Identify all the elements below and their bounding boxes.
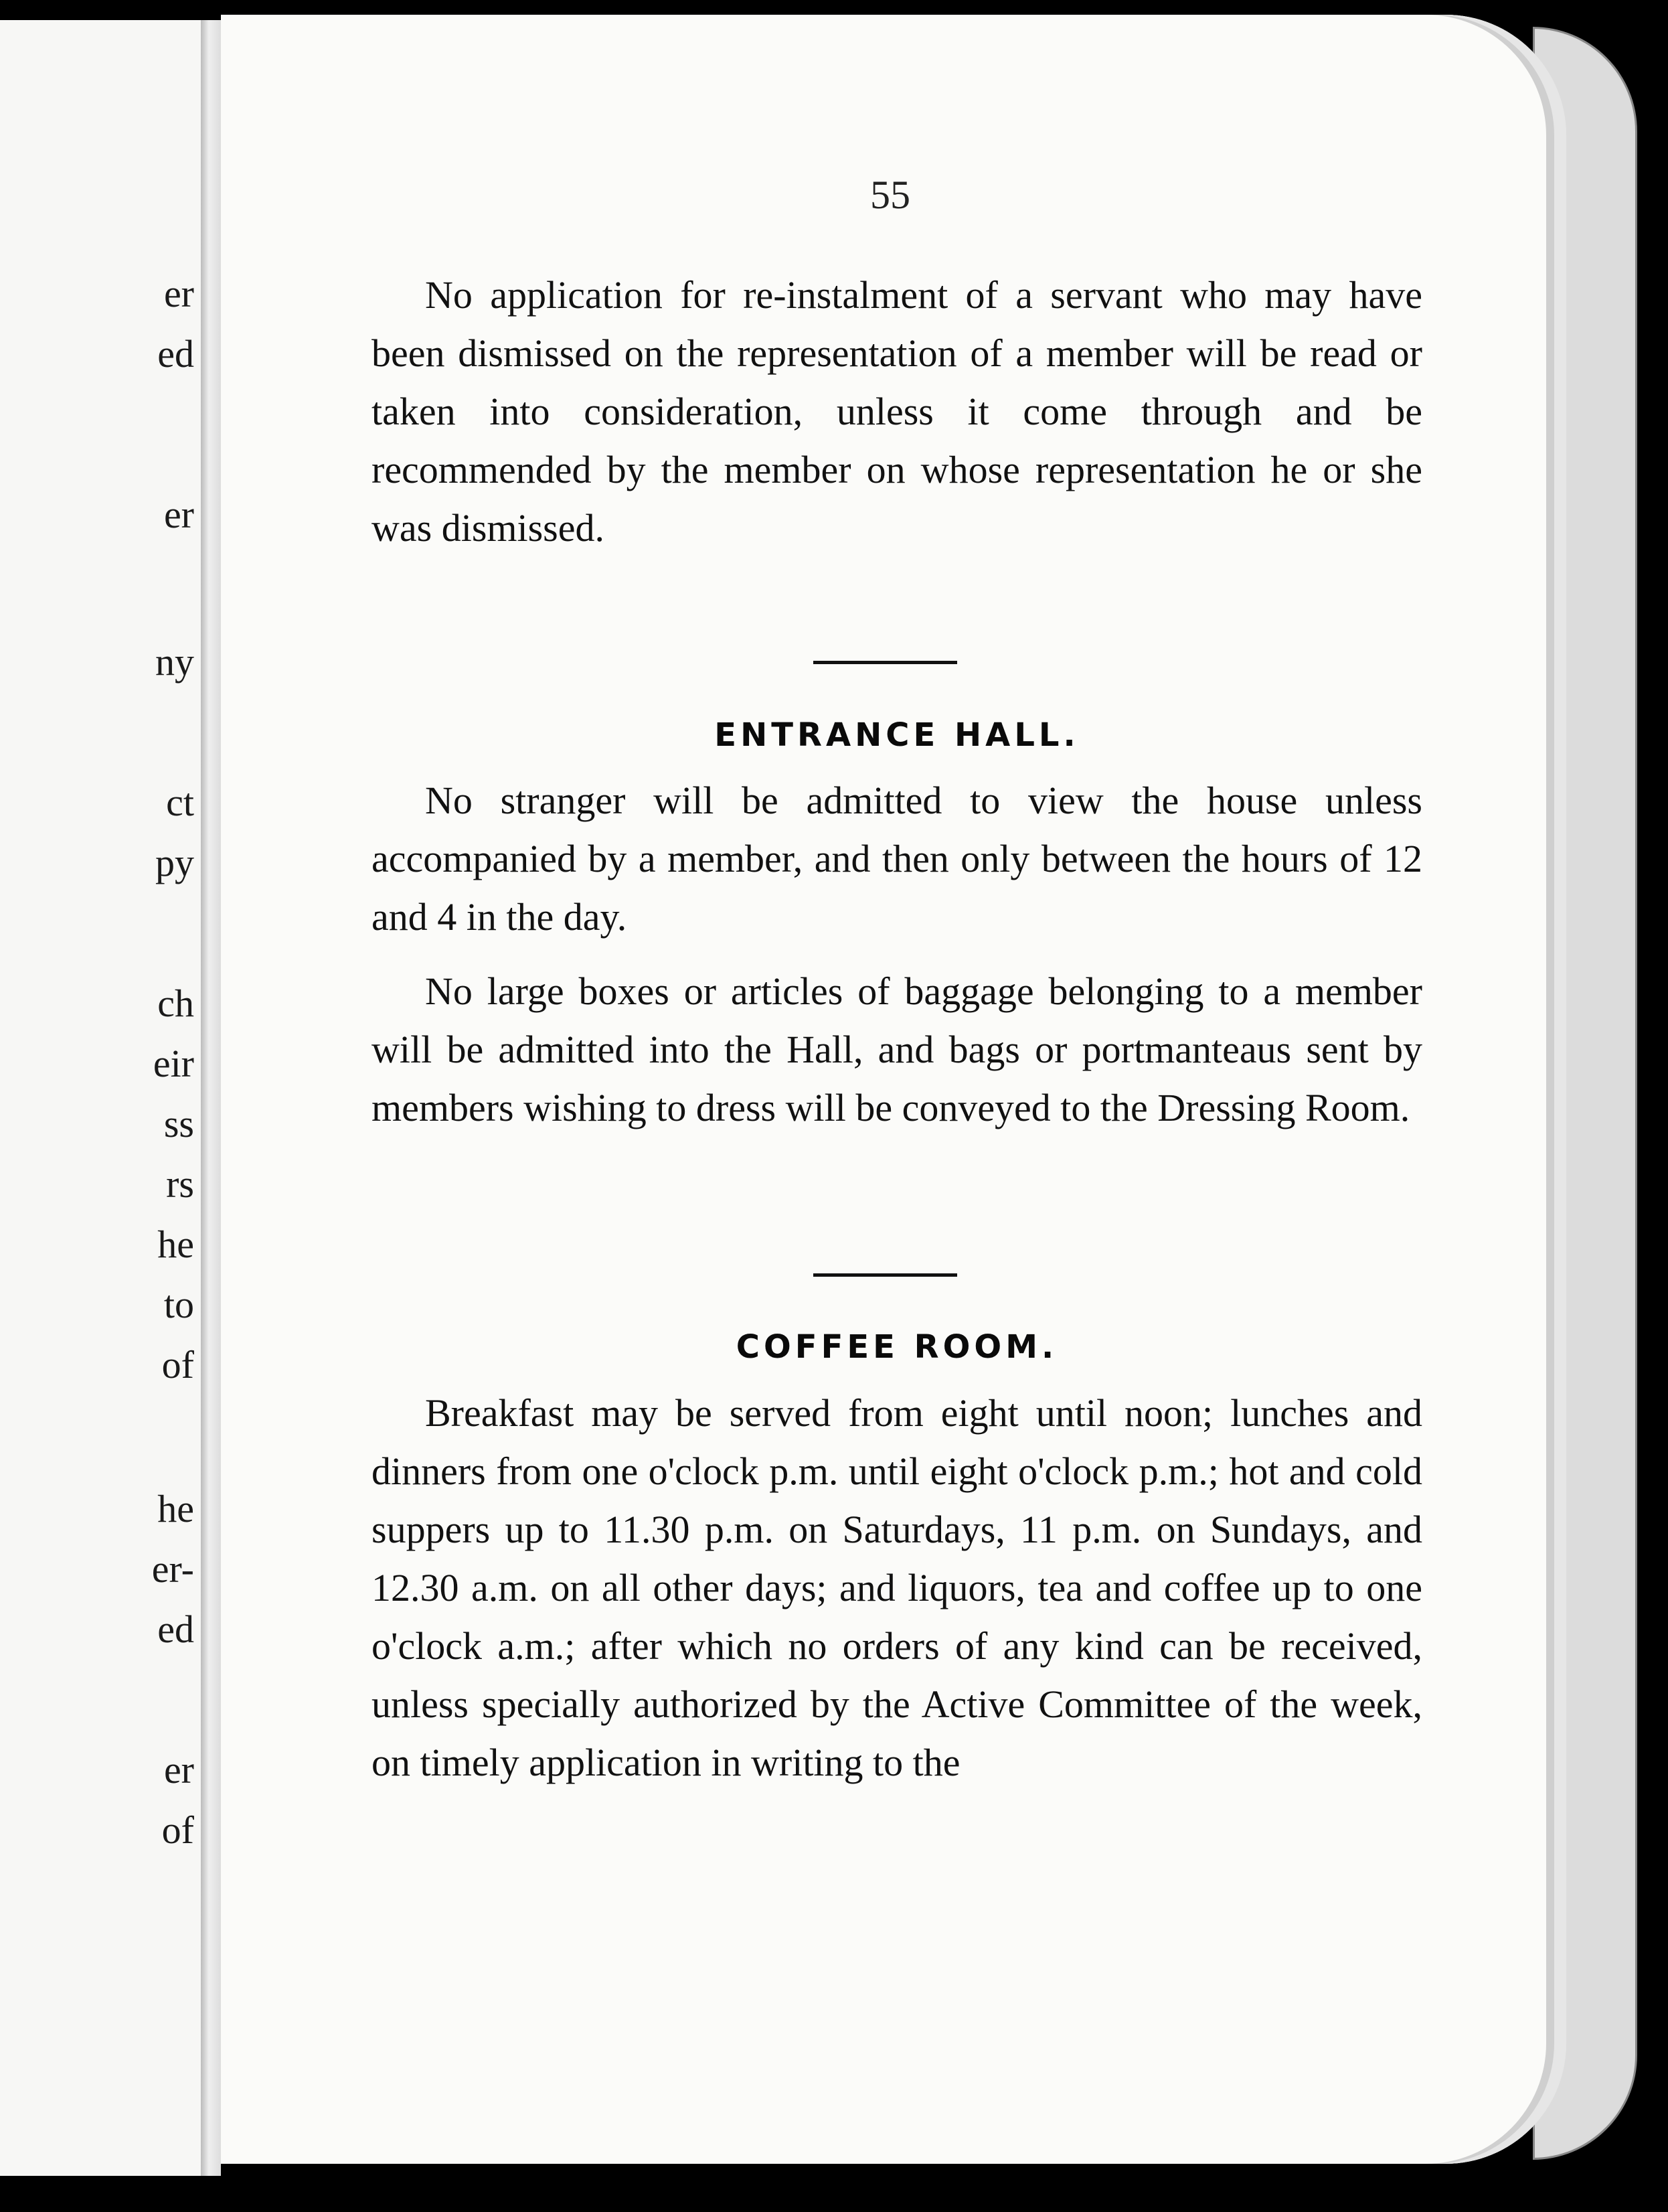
right-page	[221, 15, 1566, 2164]
heading-entrance-hall: ENTRANCE HALL.	[714, 716, 1080, 754]
paragraph-coffee-room-hours: Breakfast may be served from eight until noon; lunches and dinners from one o'clock p.m. until eight o'clock p.m.; hot and cold suppers up to 11.30 p.m. on Saturdays, 11 p.m. on Sundays, and 12.30 a.m. on all other days; and liquors, tea and coffee up to one o'clock a.m.; after which no orders of any kind can be received, unless specially authorized by the Active Committee of the week, on timely application in writing to the	[371, 1391, 1422, 1784]
left-page-fragment: rs	[166, 1162, 194, 1206]
left-page-fragment: ch	[157, 981, 194, 1025]
left-page-fragment: he	[157, 1487, 194, 1530]
left-page-fragment: of	[161, 1343, 194, 1387]
left-page-fragment: er	[163, 493, 194, 536]
paragraph-servant-reinstatement: No application for re-instalment of a servant who may have been dismissed on the representation of a member will be read or taken into consideration, unless it come through and be recommended by the member on whose representation he or she was dismissed.	[371, 273, 1422, 550]
left-page-fragment: ct	[166, 781, 194, 824]
left-page-fragment: py	[155, 841, 194, 884]
section-divider	[813, 1273, 957, 1277]
left-page-fragment: ss	[163, 1102, 194, 1146]
left-page-fragment: eir	[153, 1042, 194, 1085]
book-gutter	[201, 20, 221, 2176]
section-divider	[813, 661, 957, 664]
left-page-fragment: er	[163, 1748, 194, 1792]
left-page-fragment: he	[157, 1222, 194, 1266]
left-page-fragment: ny	[155, 640, 194, 684]
paragraph-baggage: No large boxes or articles of baggage belonging to a member will be admitted into the Hall, and bags or portmanteaus sent by members wishing to dress will be conveyed to the Dressing Room.	[371, 969, 1422, 1129]
left-page-fragment: er	[163, 272, 194, 315]
left-page-fragment: ed	[157, 332, 194, 376]
left-page-fragment: to	[163, 1283, 194, 1326]
page-number: 55	[870, 173, 910, 217]
paragraph-strangers: No stranger will be admitted to view the house unless accompanied by a member, and then only between the hours of 12 and 4 in the day.	[371, 779, 1422, 939]
left-page-fragment: er-	[151, 1547, 194, 1591]
left-page-fragment: of	[161, 1808, 194, 1852]
left-page	[0, 20, 202, 2176]
heading-coffee-room: COFFEE ROOM.	[736, 1328, 1058, 1366]
left-page-fragment: ed	[157, 1607, 194, 1651]
